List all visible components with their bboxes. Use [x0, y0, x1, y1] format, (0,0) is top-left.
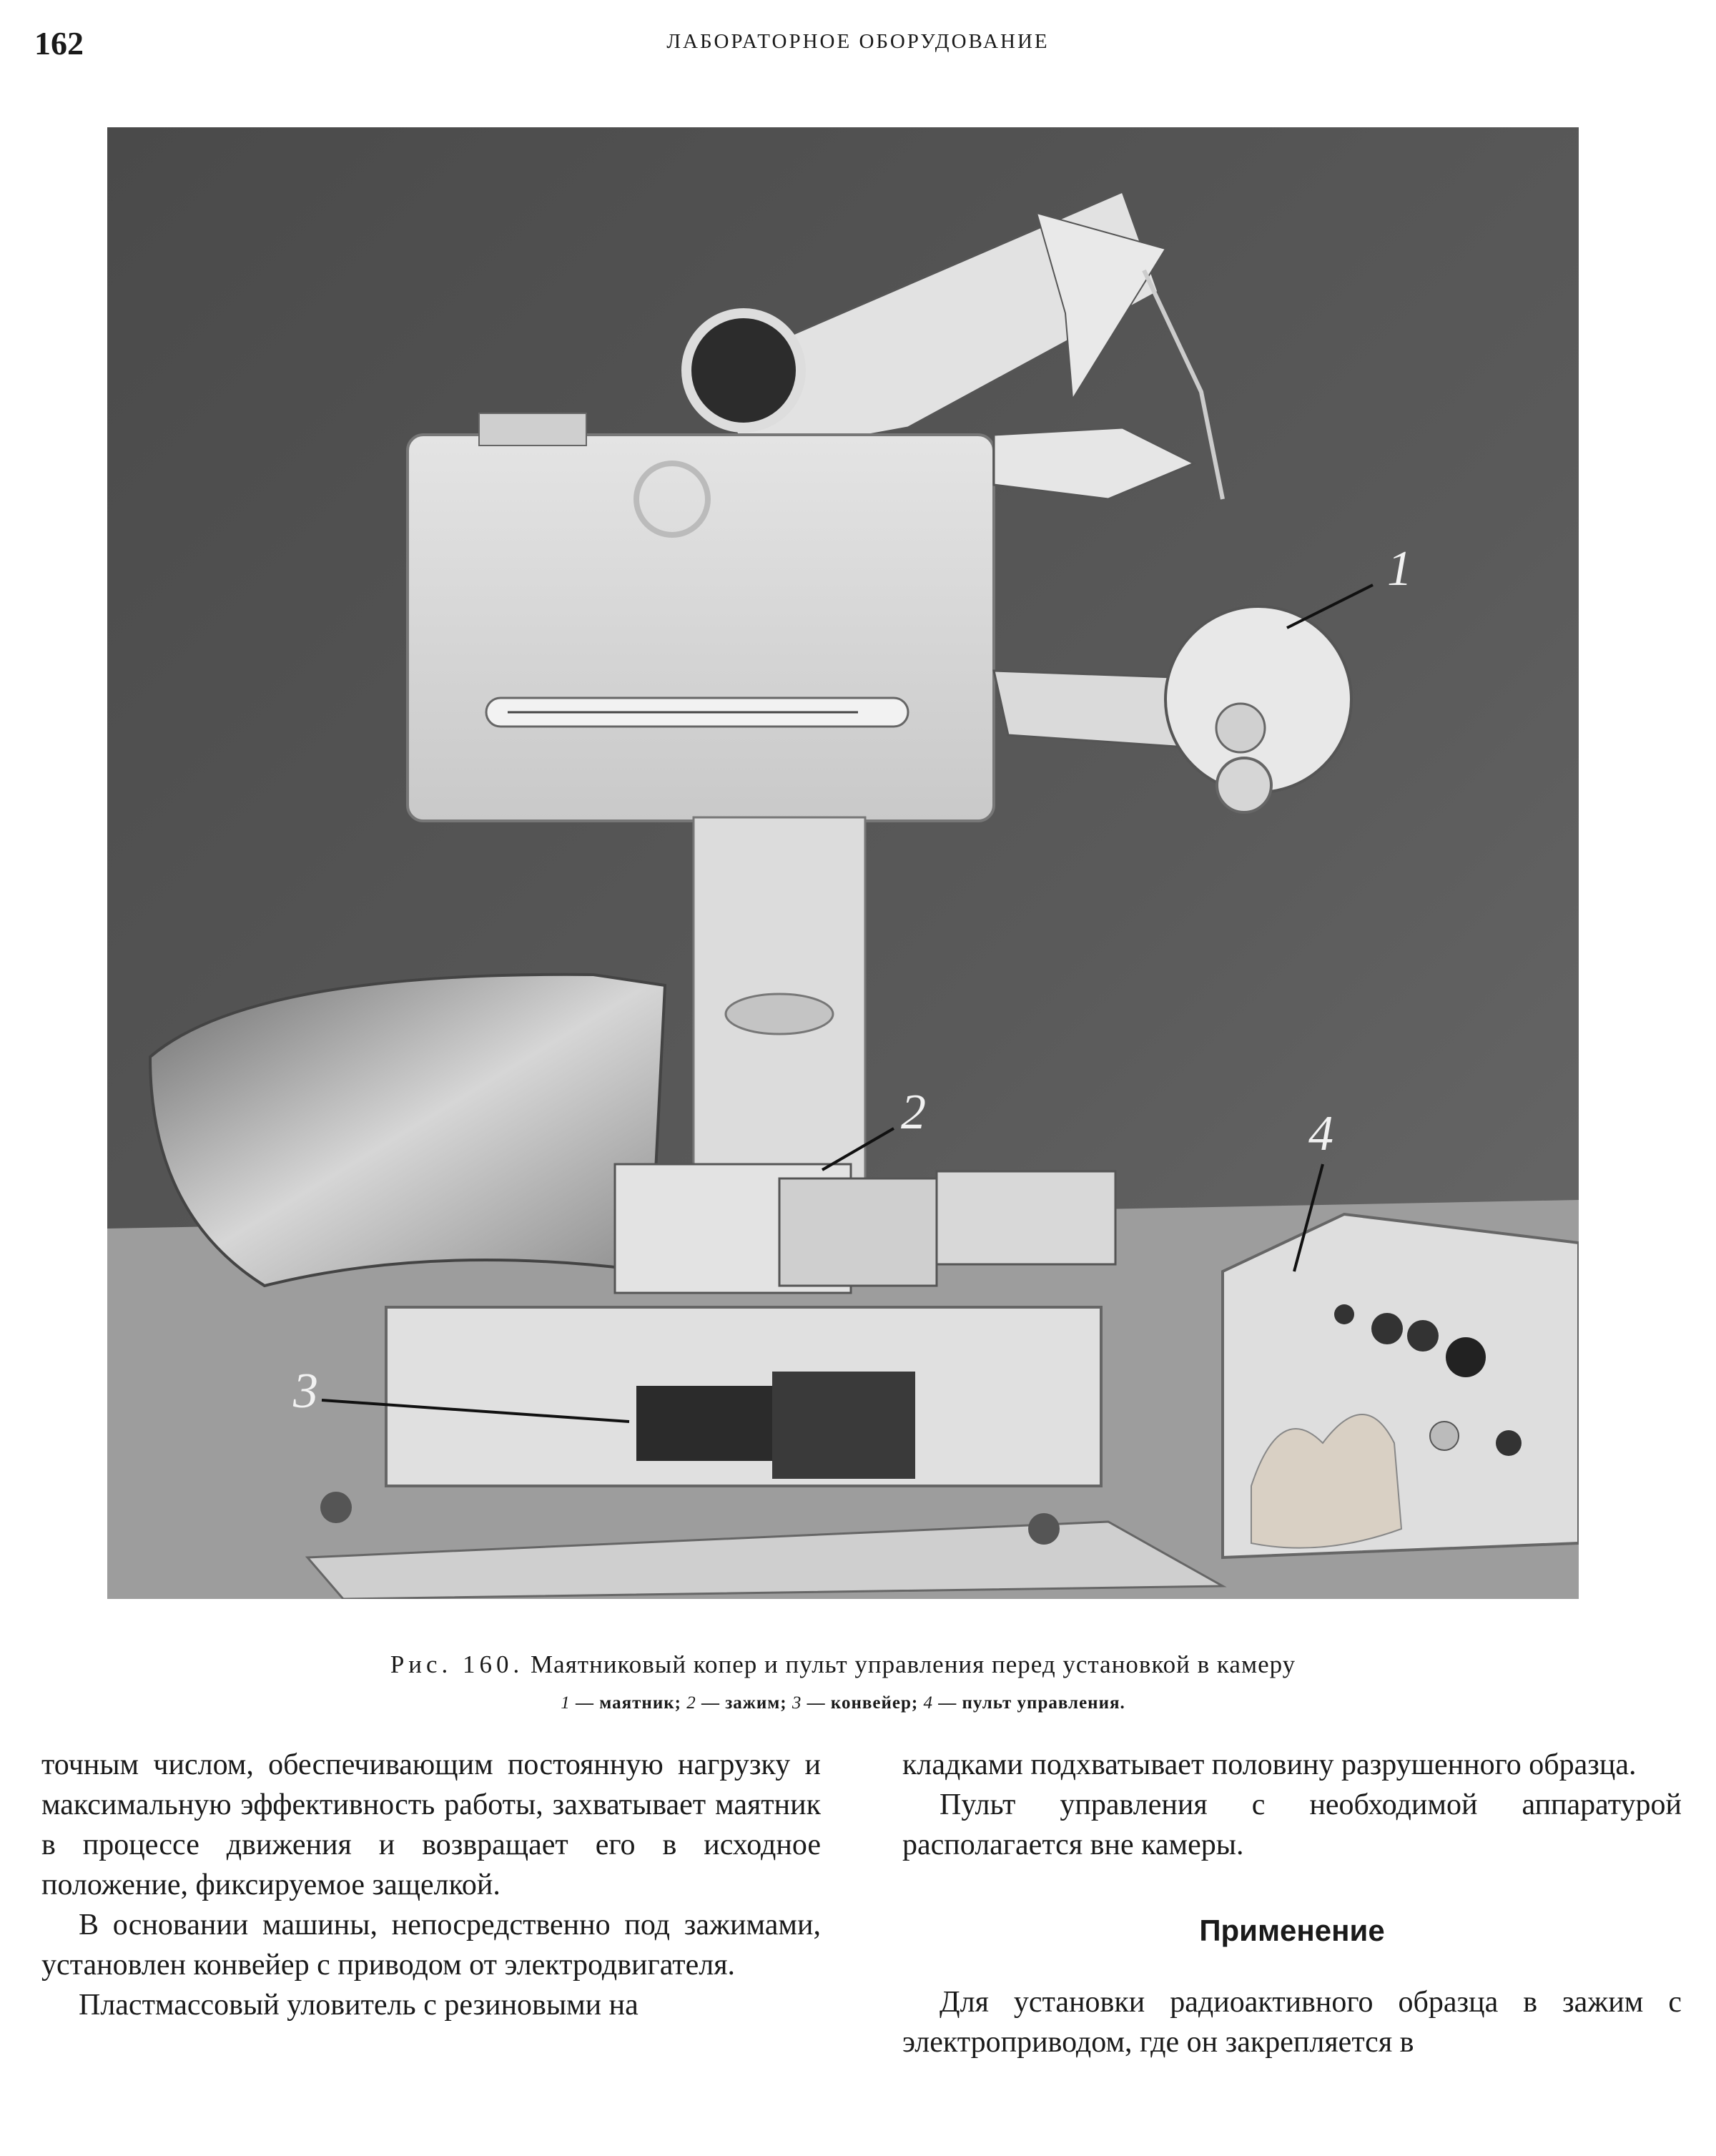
figure-legend: 1 — маятник; 2 — зажим; 3 — конвейер; 4 — пульт управления. [561, 1693, 1125, 1713]
legend-num-1: 1 [561, 1693, 571, 1713]
right-paragraph-2: Пульт управления с необходимой аппаратурой располагается вне камеры. [902, 1788, 1682, 1861]
right-paragraph-3: Для установки радиоактивного образца в зажим с электроприводом, где он закрепляется в [902, 1986, 1682, 2059]
figure-caption-text: Маятниковый копер и пульт управления перед установкой в камеру [531, 1650, 1296, 1678]
legend-num-4: 4 [923, 1693, 933, 1713]
legend-num-2: 2 [686, 1693, 696, 1713]
legend-text-4: пульт управления. [962, 1693, 1125, 1713]
figure-photo [107, 127, 1579, 1599]
right-column [902, 1745, 1682, 2062]
callout-3: 3 [293, 1364, 318, 1419]
left-paragraph-1: точным числом, обеспечивающим постоянную нагрузку и максимальную эффективность работы, захватывает маятник в процессе движения и возвращает его в исходное положение, фиксируемое защелкой. [41, 1748, 821, 1901]
left-paragraph-2: В основании машины, непосредственно под зажимами, установлен конвейер с приводом от электродвигателя. [41, 1909, 821, 1982]
legend-num-3: 3 [792, 1693, 802, 1713]
figure-caption [107, 1650, 1579, 1679]
legend-text-2: зажим; [725, 1693, 787, 1713]
callout-1: 1 [1387, 541, 1412, 596]
pendulum-impact-tester-illustration [107, 127, 1579, 1599]
legend-text-3: конвейер; [830, 1693, 919, 1713]
legend-text-1: маятник; [599, 1693, 681, 1713]
page-number: 162 [34, 25, 84, 61]
left-column [41, 1745, 821, 2025]
callout-2: 2 [901, 1085, 926, 1140]
figure-caption-label: Рис. 160. [390, 1650, 524, 1678]
right-paragraph-1: кладками подхватывает половину разрушенного образца. [902, 1748, 1637, 1781]
left-paragraph-3: Пластмассовый уловитель с резиновыми на [79, 1989, 638, 2022]
running-title: ЛАБОРАТОРНОЕ ОБОРУДОВАНИЕ [666, 30, 1050, 53]
callout-4: 4 [1308, 1106, 1333, 1161]
section-heading: Применение [1199, 1914, 1385, 1947]
